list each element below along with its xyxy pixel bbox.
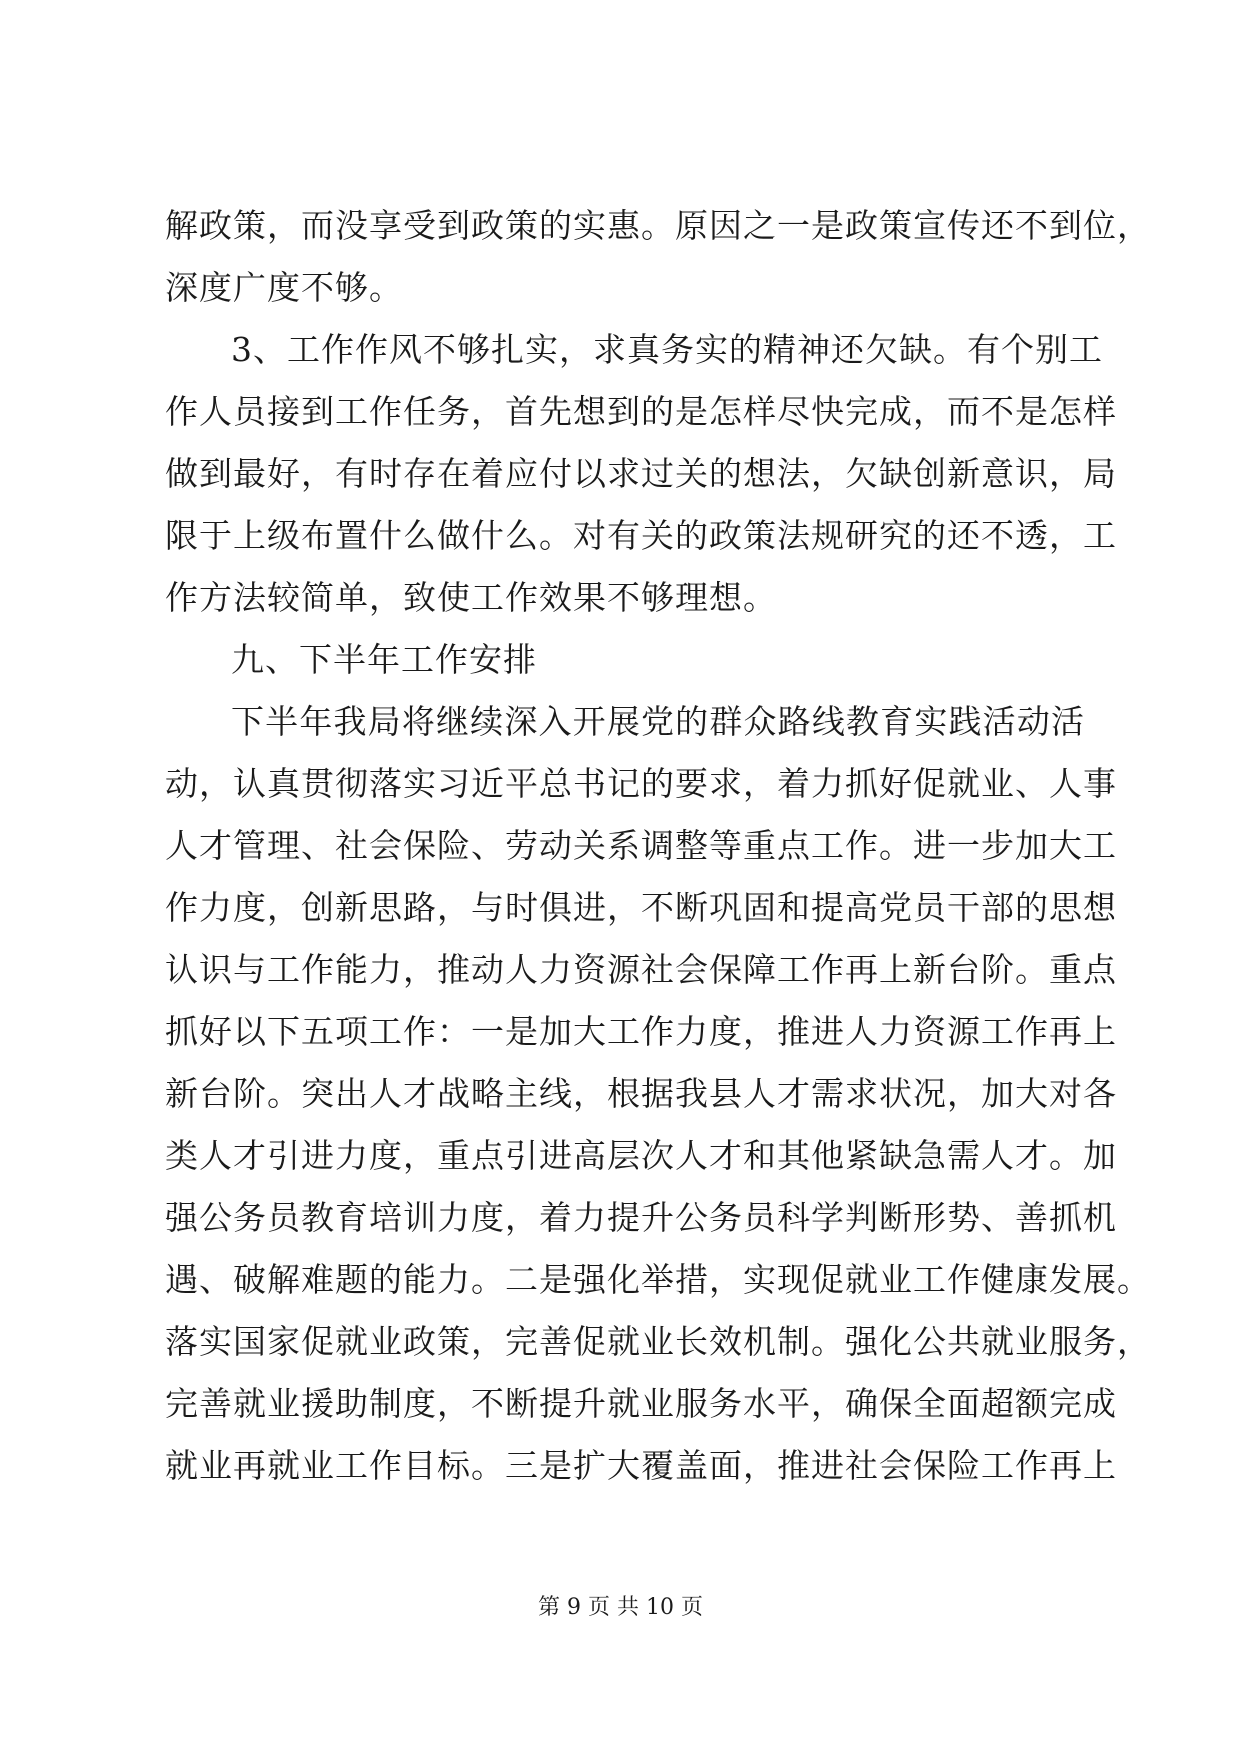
text-line: 就业再就业工作目标。三是扩大覆盖面，推进社会保险工作再上 bbox=[165, 1446, 1117, 1485]
text-line: 3、工作作风不够扎实，求真务实的精神还欠缺。有个别工 bbox=[231, 330, 1103, 369]
text-line: 下半年我局将继续深入开展党的群众路线教育实践活动活 bbox=[231, 702, 1085, 741]
text-line: 新台阶。突出人才战略主线，根据我县人才需求状况，加大对各 bbox=[165, 1074, 1117, 1113]
text-line: 深度广度不够。 bbox=[165, 268, 403, 307]
section-heading: 九、下半年工作安排 bbox=[231, 640, 537, 679]
document-body bbox=[165, 195, 1151, 1497]
text-line: 解政策，而没享受到政策的实惠。原因之一是政策宣传还不到位， bbox=[165, 206, 1151, 245]
text-line: 动，认真贯彻落实习近平总书记的要求，着力抓好促就业、人事 bbox=[165, 764, 1117, 803]
text-line: 做到最好，有时存在着应付以求过关的想法，欠缺创新意识，局 bbox=[165, 454, 1117, 493]
text-line: 抓好以下五项工作：一是加大工作力度，推进人力资源工作再上 bbox=[165, 1012, 1117, 1051]
page-number-footer: 第 9 页 共 10 页 bbox=[538, 1595, 703, 1620]
text-line: 认识与工作能力，推动人力资源社会保障工作再上新台阶。重点 bbox=[165, 950, 1117, 989]
text-line: 强公务员教育培训力度，着力提升公务员科学判断形势、善抓机 bbox=[165, 1198, 1117, 1237]
text-line: 落实国家促就业政策，完善促就业长效机制。强化公共就业服务， bbox=[165, 1322, 1151, 1361]
text-line: 作力度，创新思路，与时俱进，不断巩固和提高党员干部的思想 bbox=[165, 888, 1117, 927]
text-line: 遇、破解难题的能力。二是强化举措，实现促就业工作健康发展。 bbox=[165, 1260, 1151, 1299]
text-line: 作人员接到工作任务，首先想到的是怎样尽快完成，而不是怎样 bbox=[165, 392, 1117, 431]
text-line: 限于上级布置什么做什么。对有关的政策法规研究的还不透，工 bbox=[165, 516, 1117, 555]
text-line: 人才管理、社会保险、劳动关系调整等重点工作。进一步加大工 bbox=[165, 826, 1117, 865]
text-line: 类人才引进力度，重点引进高层次人才和其他紧缺急需人才。加 bbox=[165, 1136, 1117, 1175]
text-line: 完善就业援助制度，不断提升就业服务水平，确保全面超额完成 bbox=[165, 1384, 1117, 1423]
text-line: 作方法较简单，致使工作效果不够理想。 bbox=[165, 578, 777, 617]
